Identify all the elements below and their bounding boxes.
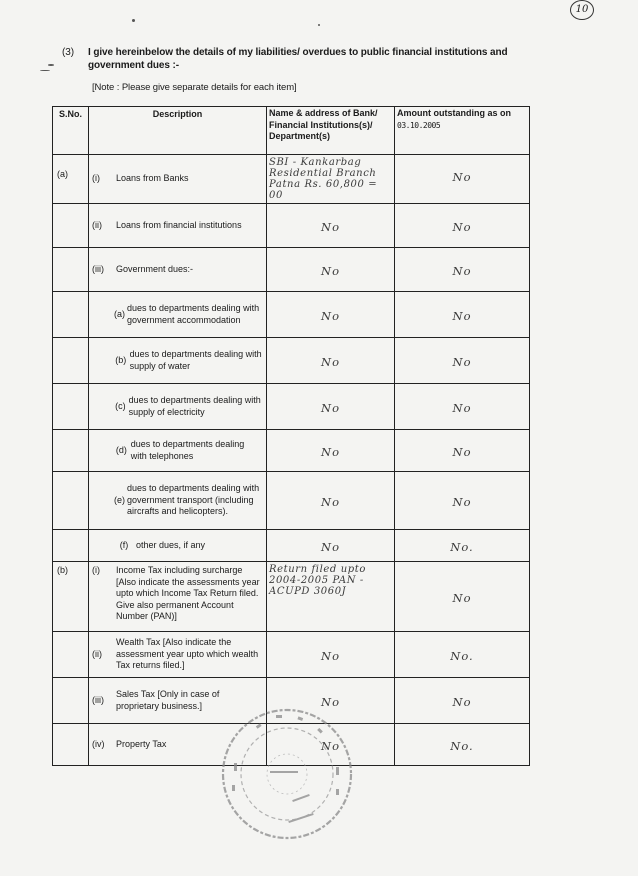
table-row	[53, 678, 530, 724]
row-description-text: Property Tax	[116, 738, 167, 749]
row-description-text: Loans from financial institutions	[116, 219, 242, 230]
heading-line-1: I give hereinbelow the details of my liabilities/ overdues to public financial institutions and	[88, 47, 508, 58]
row-bank	[267, 384, 395, 430]
row-roman-numeral: (ii)	[92, 219, 102, 230]
header-amount-date: 03.10.2005	[397, 120, 441, 130]
table-row	[53, 384, 530, 430]
table-row	[53, 248, 530, 292]
row-description-text: Income Tax including surcharge [Also indicate the assessments year upto which Income Tax Return filed. Give also permanent Account Number (PAN)]	[116, 565, 260, 621]
row-description	[89, 248, 267, 292]
row-description-text: other dues, if any	[136, 539, 206, 550]
row-bank-handwritten: No	[321, 695, 340, 709]
section-heading	[62, 46, 532, 72]
row-amount-handwritten: No	[452, 264, 472, 278]
row-sno	[53, 724, 89, 766]
row-description	[89, 338, 267, 384]
row-sno-label	[53, 384, 88, 398]
row-amount	[395, 204, 530, 248]
row-sno-label	[53, 338, 88, 352]
row-bank	[267, 155, 395, 204]
row-sno-label	[53, 248, 88, 262]
table-row	[53, 472, 530, 530]
row-sno	[53, 384, 89, 430]
row-description	[89, 678, 267, 724]
row-description	[89, 472, 267, 530]
row-bank	[267, 248, 395, 292]
row-amount	[395, 472, 530, 530]
row-bank	[267, 292, 395, 338]
row-amount	[395, 678, 530, 724]
table-body	[53, 155, 530, 766]
row-sub-letter: (f)	[119, 539, 129, 550]
row-amount	[395, 248, 530, 292]
row-description	[89, 204, 267, 248]
row-roman-numeral: (i)	[92, 565, 100, 575]
row-bank-handwritten: No	[321, 355, 340, 369]
note-text: [Note : Please give separate details for each item]	[92, 82, 297, 93]
header-description: Description	[89, 107, 267, 155]
row-description-text: Loans from Banks	[116, 173, 189, 184]
row-bank	[267, 430, 395, 472]
row-sno	[53, 204, 89, 248]
row-amount-handwritten: No.	[450, 649, 474, 663]
row-amount-handwritten: No	[452, 220, 472, 234]
section-number: (3)	[62, 47, 74, 58]
scan-speck	[132, 19, 135, 22]
row-sno-label	[53, 430, 88, 444]
row-sno	[53, 248, 89, 292]
row-amount-handwritten: No	[452, 401, 472, 415]
row-description	[89, 724, 267, 766]
row-bank-handwritten: No	[321, 739, 340, 753]
header-amount-label: Amount outstanding as on	[397, 108, 511, 118]
row-bank	[267, 678, 395, 724]
scan-speck	[40, 70, 50, 71]
header-amount	[395, 107, 530, 155]
row-sno-label	[53, 472, 88, 486]
row-roman-numeral: (i)	[92, 173, 100, 184]
header-bank: Name & address of Bank/ Financial Institutions(s)/ Department(s)	[267, 107, 395, 155]
row-amount-handwritten: No.	[450, 540, 474, 554]
header-sno: S.No.	[53, 107, 89, 155]
row-description	[89, 155, 267, 204]
row-roman-numeral: (iii)	[92, 694, 104, 705]
row-bank-handwritten: No	[321, 309, 340, 323]
row-description-text: Government dues:-	[116, 263, 194, 274]
row-description-text: Wealth Tax [Also indicate the assessment year upto which wealth Tax returns filed.]	[116, 637, 259, 671]
row-sno-label	[53, 724, 88, 738]
scan-speck	[48, 64, 54, 66]
row-sno	[53, 562, 89, 632]
row-amount-handwritten: No	[452, 170, 472, 184]
row-sno	[53, 530, 89, 562]
row-sno-label: (a)	[57, 169, 68, 179]
row-sno	[53, 632, 89, 678]
row-description-text: Sales Tax [Only in case of proprietary business.]	[116, 689, 220, 711]
row-sno	[53, 678, 89, 724]
heading-line-2: government dues :-	[88, 60, 179, 71]
row-sno-label	[53, 292, 88, 306]
row-sub-letter: (b)	[115, 354, 127, 365]
row-amount-handwritten: No.	[450, 739, 474, 753]
row-description	[89, 562, 267, 632]
row-bank-handwritten: No	[321, 401, 340, 415]
table-row	[53, 724, 530, 766]
row-description	[89, 530, 267, 562]
row-description-text: dues to departments dealing with government accommodation	[127, 303, 260, 325]
row-amount	[395, 155, 530, 204]
row-amount	[395, 338, 530, 384]
row-amount	[395, 724, 530, 766]
row-amount	[395, 384, 530, 430]
row-sno-label	[53, 204, 88, 218]
row-bank-handwritten: Return filed upto 2004-2005 PAN - ACUPD 3060J	[269, 564, 366, 597]
table-row	[53, 430, 530, 472]
row-sno	[53, 292, 89, 338]
row-bank-handwritten: No	[321, 649, 340, 663]
row-description-text: dues to departments dealing with supply of water	[129, 349, 262, 371]
row-bank-handwritten: No	[321, 540, 340, 554]
row-roman-numeral: (iv)	[92, 738, 105, 749]
row-bank	[267, 724, 395, 766]
row-roman-numeral: (ii)	[92, 648, 102, 659]
row-amount	[395, 292, 530, 338]
table-row	[53, 204, 530, 248]
table-row	[53, 562, 530, 632]
row-description-text: dues to departments dealing with government transport (including aircrafts and helicopters).	[127, 483, 260, 517]
scan-speck	[318, 24, 320, 26]
row-amount	[395, 530, 530, 562]
row-sno	[53, 430, 89, 472]
row-description-text: dues to departments dealing with telephones	[130, 439, 245, 461]
row-bank	[267, 562, 395, 632]
row-sno	[53, 155, 89, 204]
header-row	[53, 107, 530, 155]
row-sno-label	[53, 632, 88, 646]
row-bank-handwritten: No	[321, 445, 340, 459]
row-amount-handwritten: No	[452, 591, 472, 605]
row-description	[89, 292, 267, 338]
table-row	[53, 530, 530, 562]
row-bank-handwritten: No	[321, 264, 340, 278]
row-description	[89, 384, 267, 430]
row-bank-handwritten: No	[321, 220, 340, 234]
row-bank	[267, 472, 395, 530]
row-amount	[395, 562, 530, 632]
row-description-text: dues to departments dealing with supply of electricity	[128, 395, 261, 417]
row-amount	[395, 430, 530, 472]
liabilities-table	[52, 106, 530, 766]
row-bank	[267, 338, 395, 384]
row-amount-handwritten: No	[452, 695, 472, 709]
row-sno-label	[53, 530, 88, 544]
row-amount	[395, 632, 530, 678]
table-row	[53, 155, 530, 204]
row-amount-handwritten: No	[452, 309, 472, 323]
row-bank-handwritten: No	[321, 495, 340, 509]
table-row	[53, 292, 530, 338]
row-sno-label: (b)	[57, 565, 68, 575]
row-amount-handwritten: No	[452, 445, 472, 459]
table-row	[53, 632, 530, 678]
row-sno	[53, 472, 89, 530]
row-description	[89, 430, 267, 472]
page-number: 10	[570, 0, 594, 20]
row-sub-letter: (d)	[115, 444, 127, 455]
row-amount-handwritten: No	[452, 495, 472, 509]
row-bank	[267, 530, 395, 562]
row-bank-handwritten: SBI - Kankarbag Residential Branch Patna Rs. 60,800 = 00	[269, 157, 378, 201]
row-sno-label	[53, 678, 88, 692]
row-sub-letter: (e)	[114, 494, 125, 505]
row-amount-handwritten: No	[452, 355, 472, 369]
row-description	[89, 632, 267, 678]
row-bank	[267, 204, 395, 248]
row-sno	[53, 338, 89, 384]
row-sub-letter: (a)	[114, 308, 125, 319]
row-roman-numeral: (iii)	[92, 263, 104, 274]
table-row	[53, 338, 530, 384]
row-bank	[267, 632, 395, 678]
row-sub-letter: (c)	[115, 400, 126, 411]
